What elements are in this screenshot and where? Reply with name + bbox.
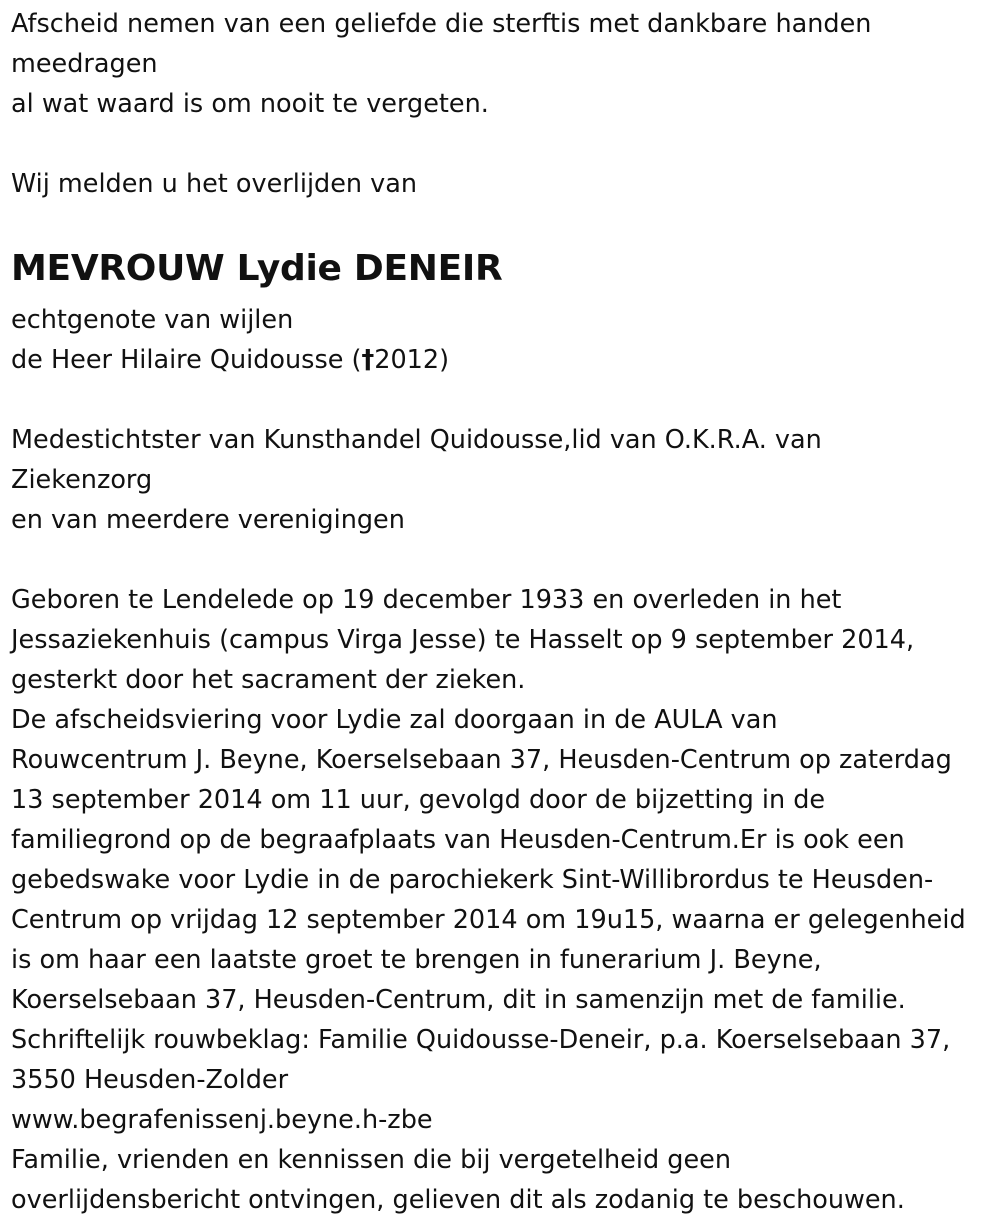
detail-line: Geboren te Lendelede op 19 december 1933 en overleden in het bbox=[11, 585, 842, 615]
detail-line: Familie, vrienden en kennissen die bij vergetelheid geen bbox=[11, 1145, 731, 1175]
spacer bbox=[11, 204, 996, 244]
spouse-prefix: de Heer Hilaire Quidousse ( bbox=[11, 345, 362, 375]
relation-line: echtgenote van wijlen bbox=[11, 305, 294, 335]
cross-icon: † bbox=[361, 345, 375, 375]
affiliation-line: en van meerdere verenigingen bbox=[11, 505, 405, 535]
spacer bbox=[11, 380, 996, 420]
spacer bbox=[11, 124, 996, 164]
detail-line: De afscheidsviering voor Lydie zal doorgaan in de AULA van bbox=[11, 705, 778, 735]
detail-line: Rouwcentrum J. Beyne, Koerselsebaan 37, Heusden-Centrum op zaterdag bbox=[11, 745, 952, 775]
affiliations-block bbox=[11, 420, 996, 540]
detail-line: 3550 Heusden-Zolder bbox=[11, 1065, 289, 1095]
detail-line: gebedswake voor Lydie in de parochiekerk Sint-Willibrordus te Heusden- bbox=[11, 865, 934, 895]
detail-line: Jessaziekenhuis (campus Virga Jesse) te Hasselt op 9 september 2014, bbox=[11, 625, 915, 655]
affiliation-line: Medestichtster van Kunsthandel Quidousse,lid van O.K.R.A. van bbox=[11, 425, 822, 455]
intro-line: al wat waard is om nooit te vergeten. bbox=[11, 89, 489, 119]
obituary-notice bbox=[11, 4, 996, 1220]
spouse-suffix: 2012) bbox=[374, 345, 450, 375]
detail-line: 13 september 2014 om 11 uur, gevolgd door de bijzetting in de bbox=[11, 785, 826, 815]
spouse-line bbox=[11, 340, 996, 380]
deceased-name: MEVROUW Lydie DENEIR bbox=[11, 248, 503, 289]
intro-line: meedragen bbox=[11, 49, 158, 79]
detail-line: overlijdensbericht ontvingen, gelieven dit als zodanig te beschouwen. bbox=[11, 1185, 905, 1215]
detail-line: familiegrond op de begraafplaats van Heusden-Centrum.Er is ook een bbox=[11, 825, 905, 855]
intro-line: Afscheid nemen van een geliefde die sterftis met dankbare handen bbox=[11, 9, 872, 39]
details-block bbox=[11, 580, 996, 1220]
website-line: www.begrafenissenj.beyne.h-zbe bbox=[11, 1105, 433, 1135]
intro-verse bbox=[11, 4, 996, 124]
affiliation-line: Ziekenzorg bbox=[11, 465, 153, 495]
announcement-text: Wij melden u het overlijden van bbox=[11, 169, 418, 199]
detail-line: Koerselsebaan 37, Heusden-Centrum, dit in samenzijn met de familie. bbox=[11, 985, 906, 1015]
spacer bbox=[11, 540, 996, 580]
detail-line: Centrum op vrijdag 12 september 2014 om 19u15, waarna er gelegenheid bbox=[11, 905, 966, 935]
detail-line: Schriftelijk rouwbeklag: Familie Quidousse-Deneir, p.a. Koerselsebaan 37, bbox=[11, 1025, 951, 1055]
detail-line: gesterkt door het sacrament der zieken. bbox=[11, 665, 526, 695]
detail-line: is om haar een laatste groet te brengen in funerarium J. Beyne, bbox=[11, 945, 822, 975]
